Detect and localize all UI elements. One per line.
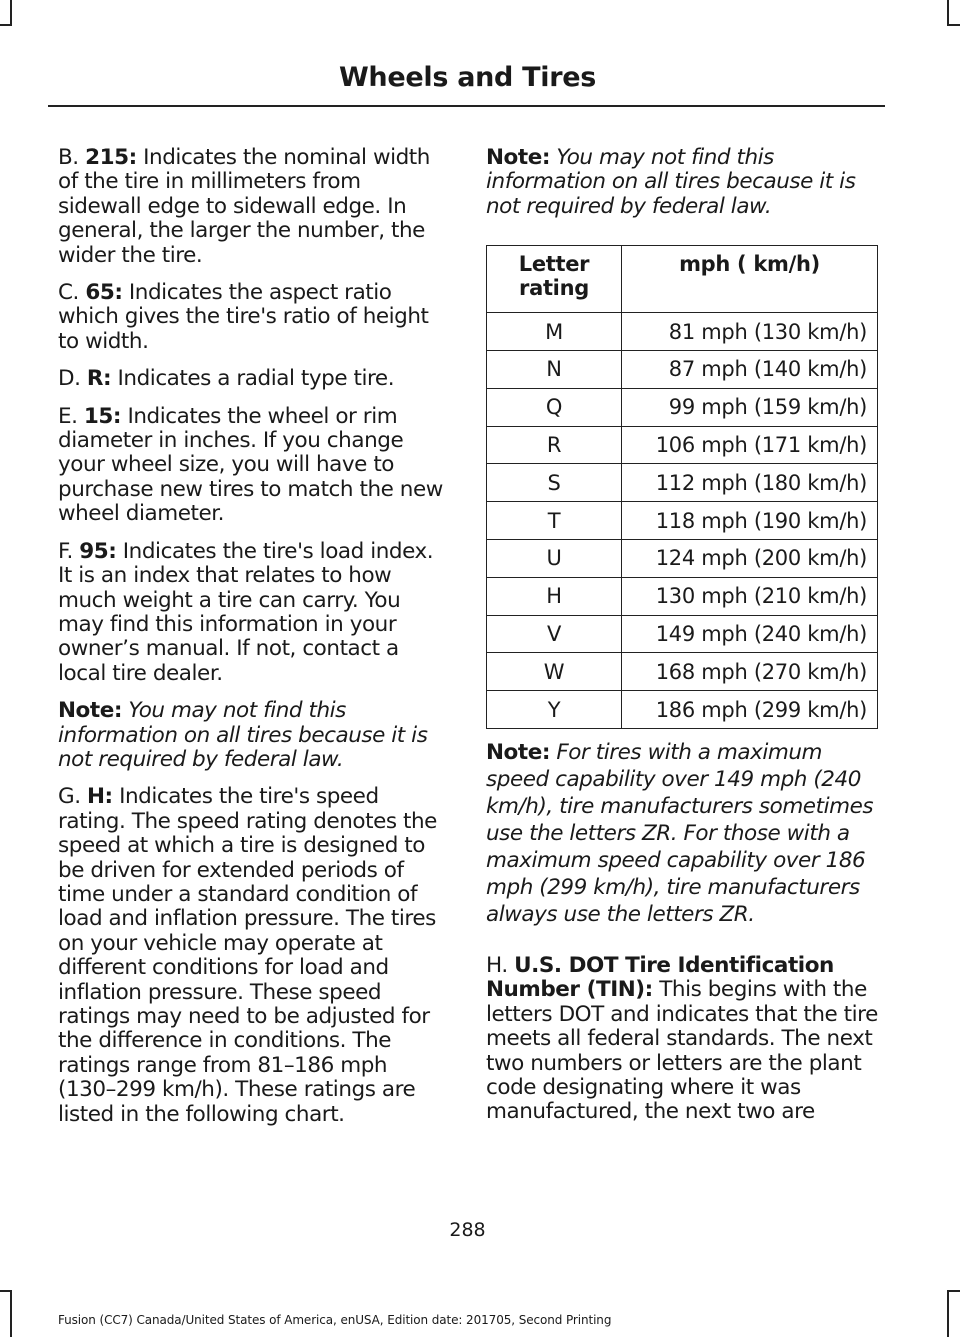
speed-cell: 130 mph (210 km/h) [622, 577, 878, 615]
crop-mark [947, 1290, 949, 1337]
item-c-term: 65: [85, 280, 123, 306]
letter-cell: U [487, 540, 622, 578]
letter-cell: N [487, 351, 622, 389]
letter-cell: S [487, 464, 622, 502]
table-row [487, 653, 878, 691]
footer-edition: Fusion (CC7) Canada/United States of America, enUSA, Edition date: 201705, Second Printing [58, 1313, 612, 1327]
table-row [487, 426, 878, 464]
table-row [487, 540, 878, 578]
letter-cell: W [487, 653, 622, 691]
item-d-term: R: [86, 366, 112, 392]
letter-cell: H [487, 577, 622, 615]
speed-cell: 81 mph (130 km/h) [622, 313, 878, 351]
item-g: G. H: Indicates the tire's speed rating. The speed rating denotes the speed at which a tire is designed to be driven for extended periods of time under a standard condition of load and inflation pressure. The tires on your vehicle may operate at different conditions for load and inflation pressure. These speed ratings may need to be adjusted for the difference in conditions. The ratings range from 81–186 mph (130–299 km/h). These ratings are listed in the following chart. [58, 784, 437, 1127]
item-h-term: U.S. DOT Tire Identification Number (TIN): [486, 952, 834, 1003]
item-f: F. 95: Indicates the tire's load index. It is an index that relates to how much weight a tire can carry. You may find this information in your owner’s manual. If not, contact a local tire dealer. [58, 538, 434, 686]
speed-cell: 124 mph (200 km/h) [622, 540, 878, 578]
item-h: H. U.S. DOT Tire Identification Number (TIN): This begins with the letters DOT and indicates that the tire meets all federal standards. The next two numbers or letters are the plant code designating where it was manufactured, the next two are [486, 952, 878, 1125]
speed-cell: 168 mph (270 km/h) [622, 653, 878, 691]
right-column [486, 146, 884, 1138]
header-speed: mph ( km/h) [622, 246, 878, 313]
crop-mark [0, 24, 12, 26]
letter-cell: T [487, 502, 622, 540]
speed-rating-table [486, 245, 878, 729]
speed-cell: 186 mph (299 km/h) [622, 691, 878, 729]
crop-mark [10, 0, 12, 26]
note-label: Note: [486, 739, 550, 765]
crop-mark [947, 0, 949, 26]
table-row [487, 351, 878, 389]
crop-mark [0, 1290, 12, 1292]
table-row [487, 464, 878, 502]
table-row [487, 388, 878, 426]
note-label: Note: [58, 698, 122, 724]
header-divider [48, 105, 885, 107]
note-federal-law-top: Note: You may not find this information on all tires because it is not required by federal law. [486, 145, 856, 219]
page-title: Wheels and Tires [338, 62, 597, 93]
page-number: 288 [449, 1219, 486, 1241]
item-g-term: H: [86, 784, 113, 810]
crop-mark [947, 24, 960, 26]
speed-cell: 149 mph (240 km/h) [622, 615, 878, 653]
item-f-term: 95: [79, 538, 117, 564]
item-e: E. 15: Indicates the wheel or rim diameter in inches. If you change your wheel size, you will have to purchase new tires to match the new wheel diameter. [58, 403, 443, 527]
table-row [487, 615, 878, 653]
note-label: Note: [486, 145, 550, 170]
item-d: D. R: Indicates a radial type tire. [58, 366, 395, 392]
speed-cell: 106 mph (171 km/h) [622, 426, 878, 464]
letter-cell: Y [487, 691, 622, 729]
left-column [58, 146, 450, 1140]
note-federal-law: Note: You may not find this information on all tires because it is not required by federal law. [58, 698, 428, 772]
speed-cell: 87 mph (140 km/h) [622, 351, 878, 389]
table-header-row [487, 246, 878, 313]
table-row [487, 502, 878, 540]
item-e-term: 15: [83, 403, 122, 429]
crop-mark [947, 1290, 960, 1292]
table-row [487, 313, 878, 351]
item-c: C. 65: Indicates the aspect ratio which gives the tire's ratio of height to width. [58, 280, 429, 354]
item-b: B. 215: Indicates the nominal width of the tire in millimeters from sidewall edge to sidewall edge. In general, the larger the number, the wider the tire. [58, 145, 430, 268]
letter-cell: Q [487, 388, 622, 426]
speed-cell: 118 mph (190 km/h) [622, 502, 878, 540]
table-row [487, 691, 878, 729]
letter-cell: R [487, 426, 622, 464]
item-b-term: 215: [85, 145, 137, 170]
crop-mark [10, 1290, 12, 1337]
letter-cell: V [487, 615, 622, 653]
header-letter-rating: Letter rating [487, 246, 622, 313]
speed-cell: 99 mph (159 km/h) [622, 388, 878, 426]
letter-cell: M [487, 313, 622, 351]
speed-cell: 112 mph (180 km/h) [622, 464, 878, 502]
table-row [487, 577, 878, 615]
note-zr-letters: Note: For tires with a maximum speed capability over 149 mph (240 km/h), tire manufacturers sometimes use the letters ZR. For those with a maximum speed capability over 186 mph (299 km/h), tire manufacturers always use the letters ZR. [486, 739, 874, 927]
